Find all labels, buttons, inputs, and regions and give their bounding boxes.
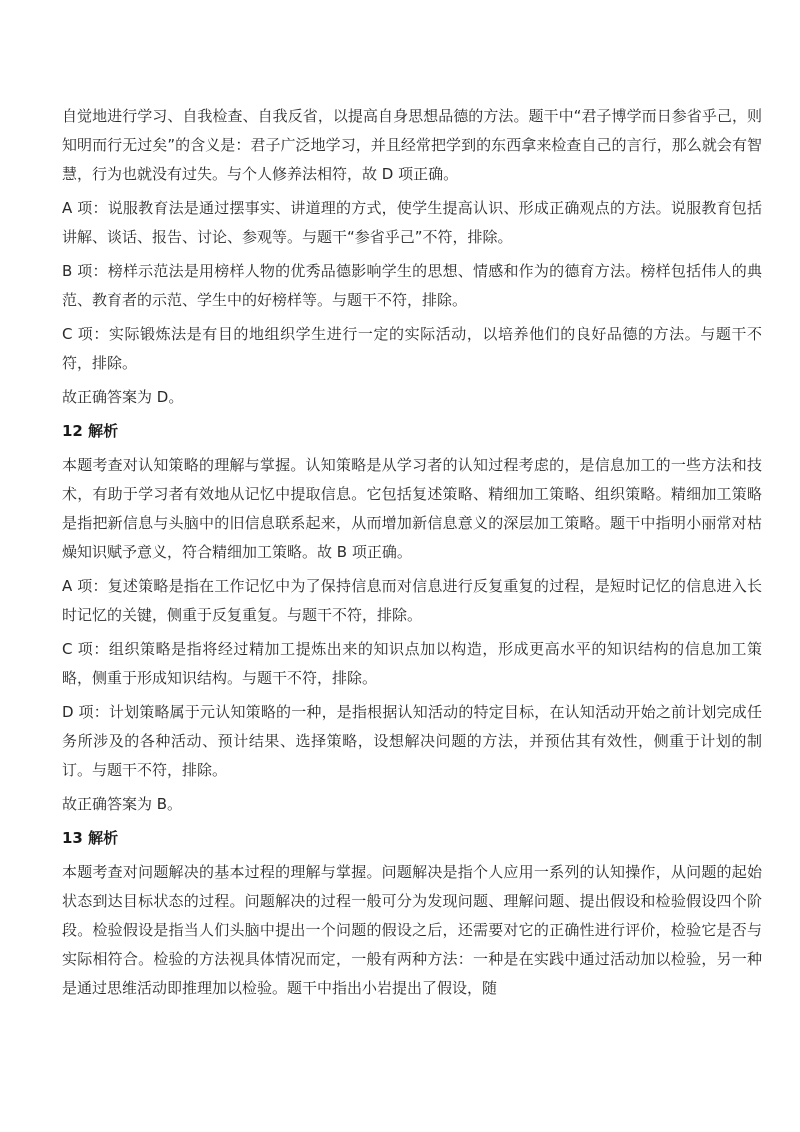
paragraph-text: 本题考查对问题解决的基本过程的理解与掌握。问题解决是指个人应用一系列的认知操作，从问题的起始状态到达目标状态的过程。问题解决的过程一般可分为发现问题、理解问题、提出假设和检验假设四个阶段。检验假设是指当人们头脑中提出一个问题的假设之后，还需要对它的正确性进行评价，检验它是否与实际相符合。检验的方法视具体情况而定，一般有两种方法：一种是在实践中通过活动加以检验，另一种是通过思维活动即推理加以检验。题干中指出小岩提出了假设，随 [62,863,762,997]
paragraph-text: 自觉地进行学习、自我检查、自我反省，以提高自身思想品德的方法。题干中“君子博学而日参省乎己，则知明而行无过矣”的含义是：君子广泛地学习，并且经常把学到的东西拿来检查自己的言行，那么就会有智慧，行为也就没有过失。与个人修养法相符，故 D 项正确。 [62,107,762,183]
section-heading-12: 12 解析 [62,422,119,440]
answer-line: 故正确答案为 D。 [62,388,184,406]
paragraph-text: C 项：实际锻炼法是有目的地组织学生进行一定的实际活动，以培养他们的良好品德的方法。与题干不符，排除。 [62,325,762,372]
paragraph-text: A 项：说服教育法是通过摆事实、讲道理的方式，使学生提高认识、形成正确观点的方法。说服教育包括讲解、谈话、报告、讨论、参观等。与题干“参省乎己”不符，排除。 [62,199,762,246]
answer-line: 故正确答案为 B。 [62,795,183,813]
paragraph-text: A 项：复述策略是指在工作记忆中为了保持信息而对信息进行反复重复的过程，是短时记忆的信息进入长时记忆的关键，侧重于反复重复。与题干不符，排除。 [62,577,762,624]
paragraph-text: B 项：榜样示范法是用榜样人物的优秀品德影响学生的思想、情感和作为的德育方法。榜样包括伟人的典范、教育者的示范、学生中的好榜样等。与题干不符，排除。 [62,262,762,309]
paragraph-text: C 项：组织策略是指将经过精加工提炼出来的知识点加以构造，形成更高水平的知识结构的信息加工策略，侧重于形成知识结构。与题干不符，排除。 [62,640,762,687]
document-body [62,102,762,1008]
section-heading-13: 13 解析 [62,829,119,847]
paragraph-text: D 项：计划策略属于元认知策略的一种，是指根据认知活动的特定目标，在认知活动开始之前计划完成任务所涉及的各种活动、预计结果、选择策略，设想解决问题的方法，并预估其有效性，侧重于计划的制订。与题干不符，排除。 [62,703,762,779]
paragraph-text: 本题考查对认知策略的理解与掌握。认知策略是从学习者的认知过程考虑的，是信息加工的一些方法和技术，有助于学习者有效地从记忆中提取信息。它包括复述策略、精细加工策略、组织策略。精细加工策略是指把新信息与头脑中的旧信息联系起来，从而增加新信息意义的深层加工策略。题干中指明小丽常对枯燥知识赋予意义，符合精细加工策略。故 B 项正确。 [62,456,762,561]
